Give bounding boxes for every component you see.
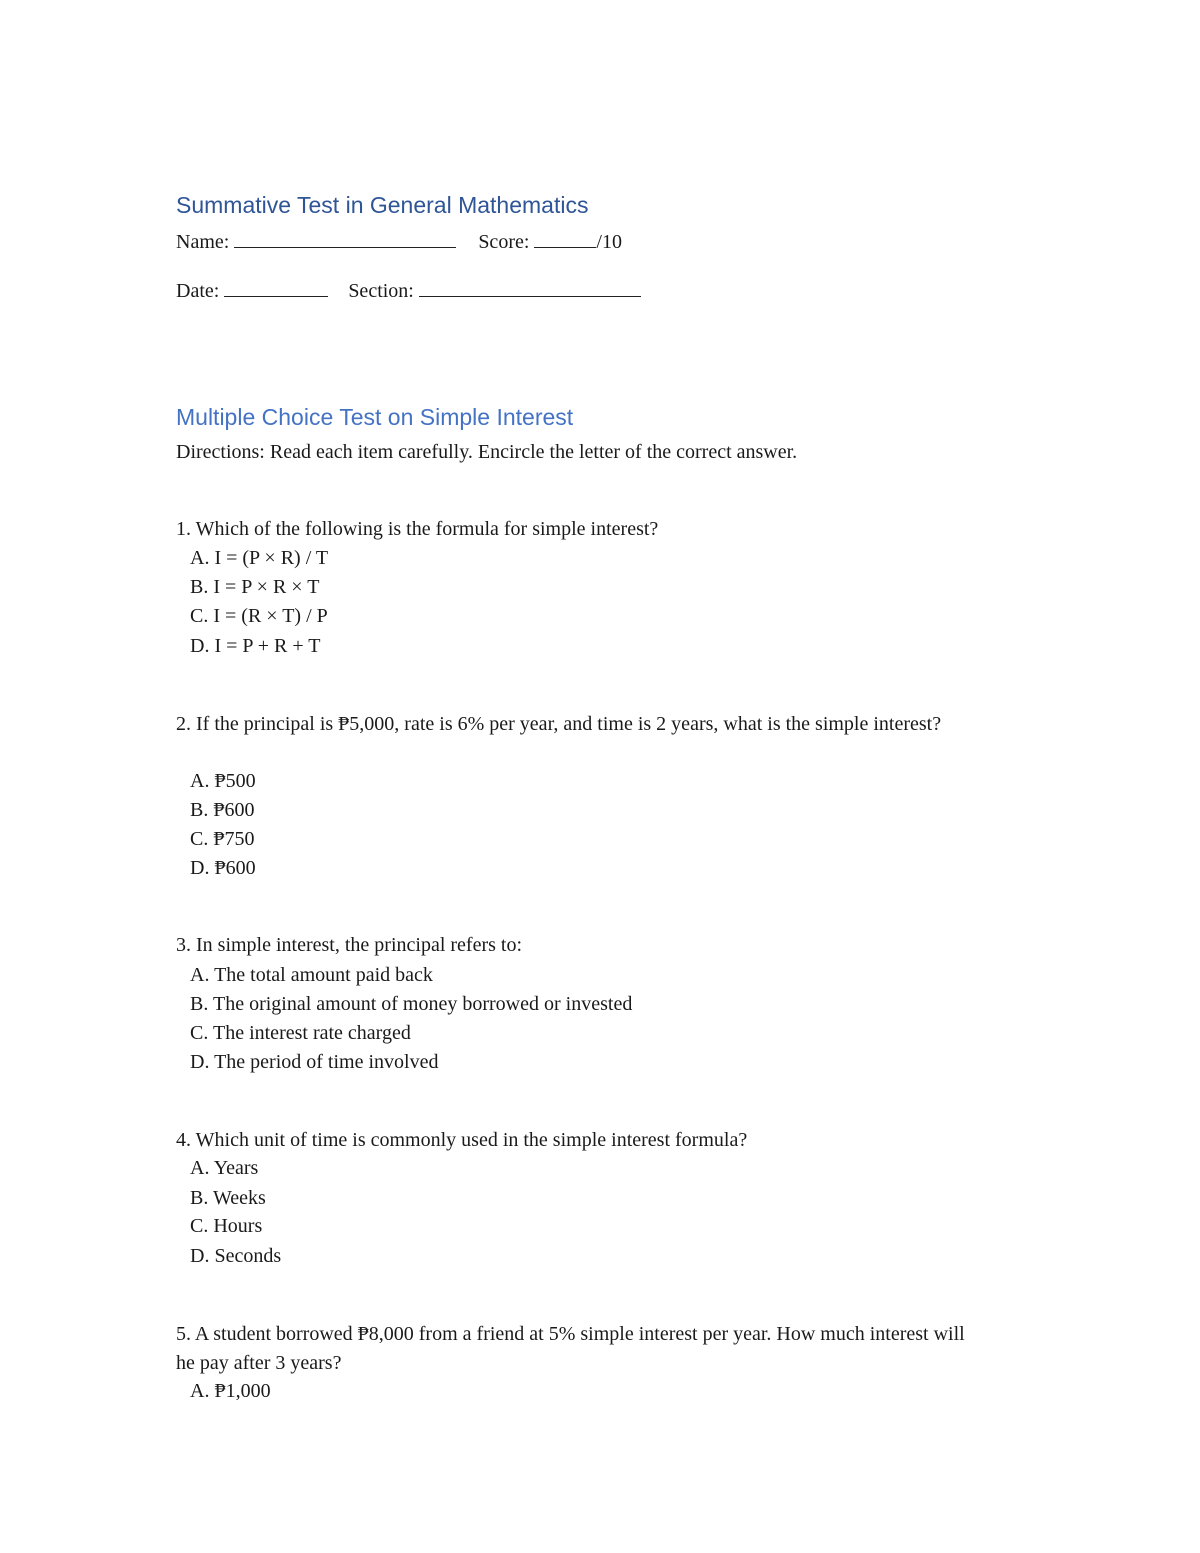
date-blank[interactable] bbox=[224, 278, 328, 297]
question-1-option-b[interactable]: B. I = P × R × T bbox=[190, 576, 320, 598]
question-5: 5. A student borrowed ₱8,000 from a friend at 5% simple interest per year. How much interest will he pay after 3 years? bbox=[176, 1323, 965, 1374]
question-2: 2. If the principal is ₱5,000, rate is 6% per year, and time is 2 years, what is the simple interest? bbox=[176, 713, 942, 735]
question-4-option-b[interactable]: B. Weeks bbox=[190, 1187, 266, 1209]
question-4-option-d[interactable]: D. Seconds bbox=[190, 1245, 282, 1267]
score-label: Score: bbox=[478, 231, 530, 253]
page-title: Summative Test in General Mathematics bbox=[176, 192, 589, 218]
score-blank[interactable] bbox=[534, 229, 596, 248]
question-2-option-a[interactable]: A. ₱500 bbox=[190, 770, 256, 792]
test-title: Multiple Choice Test on Simple Interest bbox=[176, 404, 574, 430]
section-label: Section: bbox=[348, 280, 414, 302]
question-4: 4. Which unit of time is commonly used in the simple interest formula? bbox=[176, 1129, 748, 1151]
question-4-option-a[interactable]: A. Years bbox=[190, 1157, 259, 1179]
question-3-option-d[interactable]: D. The period of time involved bbox=[190, 1051, 439, 1073]
question-1-option-a[interactable]: A. I = (P × R) / T bbox=[190, 547, 329, 569]
question-3-option-a[interactable]: A. The total amount paid back bbox=[190, 964, 433, 986]
question-2-option-d[interactable]: D. ₱600 bbox=[190, 857, 256, 879]
directions: Directions: Read each item carefully. Encircle the letter of the correct answer. bbox=[176, 441, 798, 463]
name-score-row bbox=[176, 229, 622, 254]
name-blank[interactable] bbox=[234, 229, 456, 248]
question-3: 3. In simple interest, the principal refers to: bbox=[176, 934, 523, 956]
question-5-option-a[interactable]: A. ₱1,000 bbox=[190, 1380, 271, 1402]
section-blank[interactable] bbox=[419, 278, 641, 297]
question-1-option-d[interactable]: D. I = P + R + T bbox=[190, 635, 321, 657]
question-1: 1. Which of the following is the formula for simple interest? bbox=[176, 518, 659, 540]
question-4-option-c[interactable]: C. Hours bbox=[190, 1215, 263, 1237]
question-2-option-b[interactable]: B. ₱600 bbox=[190, 799, 255, 821]
date-section-row bbox=[176, 278, 641, 303]
question-1-option-c[interactable]: C. I = (R × T) / P bbox=[190, 605, 328, 627]
score-suffix: /10 bbox=[596, 231, 622, 253]
question-3-option-b[interactable]: B. The original amount of money borrowed or invested bbox=[190, 993, 633, 1015]
question-3-option-c[interactable]: C. The interest rate charged bbox=[190, 1022, 411, 1044]
question-2-option-c[interactable]: C. ₱750 bbox=[190, 828, 255, 850]
date-label: Date: bbox=[176, 280, 220, 302]
name-label: Name: bbox=[176, 231, 230, 253]
